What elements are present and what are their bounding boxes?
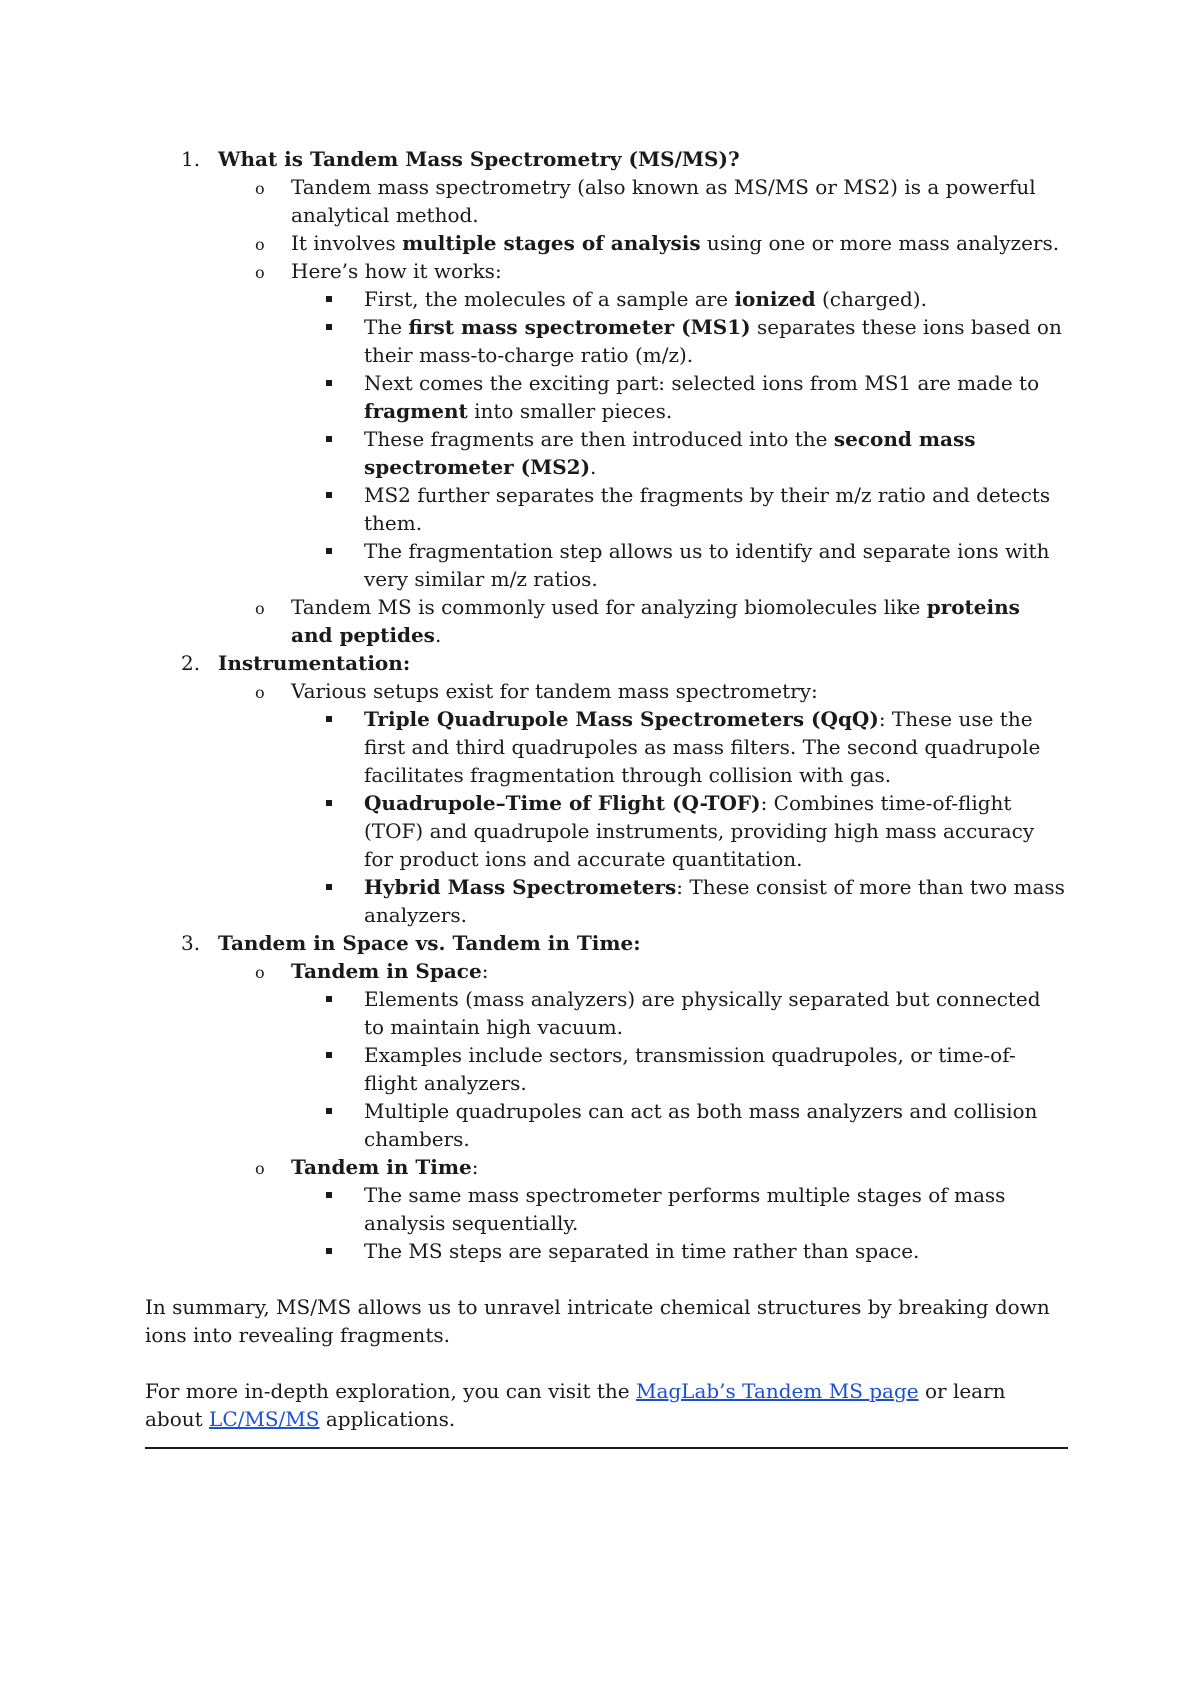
section-items [218, 173, 1065, 649]
square-bullet-icon [326, 1052, 332, 1058]
square-bullet-icon [326, 1108, 332, 1114]
square-bullet-icon [326, 996, 332, 1002]
section-2 [145, 649, 1065, 929]
nested-item: Quadrupole–Time of Flight (Q-TOF): Combines time-of-flight (TOF) and quadrupole instruments, providing high mass accuracy for product ions and accurate quantitation. [291, 789, 1065, 873]
circle-bullet-icon: o [255, 235, 265, 254]
square-bullet-icon [326, 492, 332, 498]
section-title: What is Tandem Mass Spectrometry (MS/MS)? [218, 147, 740, 171]
list-item: o Tandem mass spectrometry (also known as MS/MS or MS2) is a powerful analytical method. [255, 175, 1036, 227]
nested-list [291, 285, 1065, 593]
list-item: o It involves multiple stages of analysis using one or more mass analyzers. [218, 229, 1065, 257]
main-list [145, 145, 1065, 1265]
nested-item: The same mass spectrometer performs multiple stages of mass analysis sequentially. [291, 1181, 1065, 1237]
square-bullet-icon [326, 324, 332, 330]
square-bullet-icon [326, 884, 332, 890]
section-number: 1. [181, 147, 201, 171]
nested-item: The first mass spectrometer (MS1) separates these ions based on their mass-to-charge ratio (m/z). [291, 313, 1065, 369]
nested-item: Triple Quadrupole Mass Spectrometers (QqQ): These use the first and third quadrupoles as mass filters. The second quadrupole facilitates fragmentation through collision with gas. [291, 705, 1065, 789]
nested-item: MS2 further separates the fragments by their m/z ratio and detects them. [291, 481, 1065, 537]
section-title: Instrumentation: [218, 651, 411, 675]
nested-item: These fragments are then introduced into the second mass spectrometer (MS2). [291, 425, 1065, 481]
circle-bullet-icon: o [255, 179, 265, 198]
section-number: 2. [181, 651, 201, 675]
lcmsms-link[interactable]: LC/MS/MS [209, 1407, 320, 1431]
more-paragraph: For more in-depth exploration, you can visit the MagLab’s Tandem MS page or learn about LC/MS/MS applications. [145, 1379, 1006, 1431]
square-bullet-icon [326, 716, 332, 722]
square-bullet-icon [326, 548, 332, 554]
nested-item: The fragmentation step allows us to identify and separate ions with very similar m/z ratios. [291, 537, 1065, 593]
nested-item: Next comes the exciting part: selected ions from MS1 are made to fragment into smaller pieces. [291, 369, 1065, 425]
nested-item: The MS steps are separated in time rather than space. [291, 1237, 1065, 1265]
section-items [218, 957, 1065, 1265]
section-1 [145, 145, 1065, 649]
nested-item: Elements (mass analyzers) are physically separated but connected to maintain high vacuum. [291, 985, 1065, 1041]
list-item: o Here’s how it works: First, the molecules of a sample are ionized (charged). The first mass spectrometer (MS1) separates these ions based on their mass-to-charge ratio (m/z). Next comes the exciting part: selected ions from MS1 are made to fragment into smaller pieces. These fragments are then introduced into the second mass spectrometer (MS2). MS2 further separates the fragments by their m/z ratio and detects them. The fragmentation step allows us to identify and separate ions with very similar m/z ratios. [218, 257, 1065, 593]
nested-list [291, 705, 1065, 929]
square-bullet-icon [326, 436, 332, 442]
nested-item: Examples include sectors, transmission quadrupoles, or time-of-flight analyzers. [291, 1041, 1065, 1097]
summary-paragraph: In summary, MS/MS allows us to unravel intricate chemical structures by breaking down ions into revealing fragments. [145, 1295, 1050, 1347]
square-bullet-icon [326, 1248, 332, 1254]
circle-bullet-icon: o [255, 599, 265, 618]
section-3 [145, 929, 1065, 1265]
nested-list [291, 1181, 1065, 1265]
nested-item: First, the molecules of a sample are ionized (charged). [291, 285, 1065, 313]
section-number: 3. [181, 931, 201, 955]
document-body [145, 145, 1065, 1433]
maglab-link[interactable]: MagLab’s Tandem MS page [635, 1379, 919, 1403]
square-bullet-icon [326, 380, 332, 386]
list-item: o Various setups exist for tandem mass spectrometry: Triple Quadrupole Mass Spectrometers (QqQ): These use the first and third quadrupoles as mass filters. The second quadrupole facilitates fragmentation through collision with gas. Quadrupole–Time of Flight (Q-TOF): Combines time-of-flight (TOF) and quadrupole instruments, providing high mass accuracy for product ions and accurate quantitation. Hybrid Mass Spectrometers: These consist of more than two mass analyzers. [255, 679, 1065, 927]
nested-list [291, 985, 1065, 1153]
square-bullet-icon [326, 800, 332, 806]
square-bullet-icon [326, 1192, 332, 1198]
section-items [218, 677, 1065, 929]
square-bullet-icon [326, 296, 332, 302]
circle-bullet-icon: o [255, 963, 265, 982]
nested-item: Multiple quadrupoles can act as both mass analyzers and collision chambers. [291, 1097, 1065, 1153]
list-item: o Tandem MS is commonly used for analyzing biomolecules like proteins and peptides. [255, 595, 1020, 647]
section-title: Tandem in Space vs. Tandem in Time: [218, 931, 641, 955]
horizontal-rule [145, 1447, 1068, 1449]
circle-bullet-icon: o [255, 683, 265, 702]
list-item: o Tandem in Space: Elements (mass analyzers) are physically separated but connected to maintain high vacuum. Examples include sectors, transmission quadrupoles, or time-of-flight analyzers. Multiple quadrupoles can act as both mass analyzers and collision chambers. [218, 957, 1065, 1153]
circle-bullet-icon: o [255, 263, 265, 282]
list-item: o Tandem in Time: The same mass spectrometer performs multiple stages of mass analysis sequentially. The MS steps are separated in time rather than space. [218, 1153, 1065, 1265]
circle-bullet-icon: o [255, 1159, 265, 1178]
nested-item: Hybrid Mass Spectrometers: These consist of more than two mass analyzers. [291, 873, 1065, 929]
